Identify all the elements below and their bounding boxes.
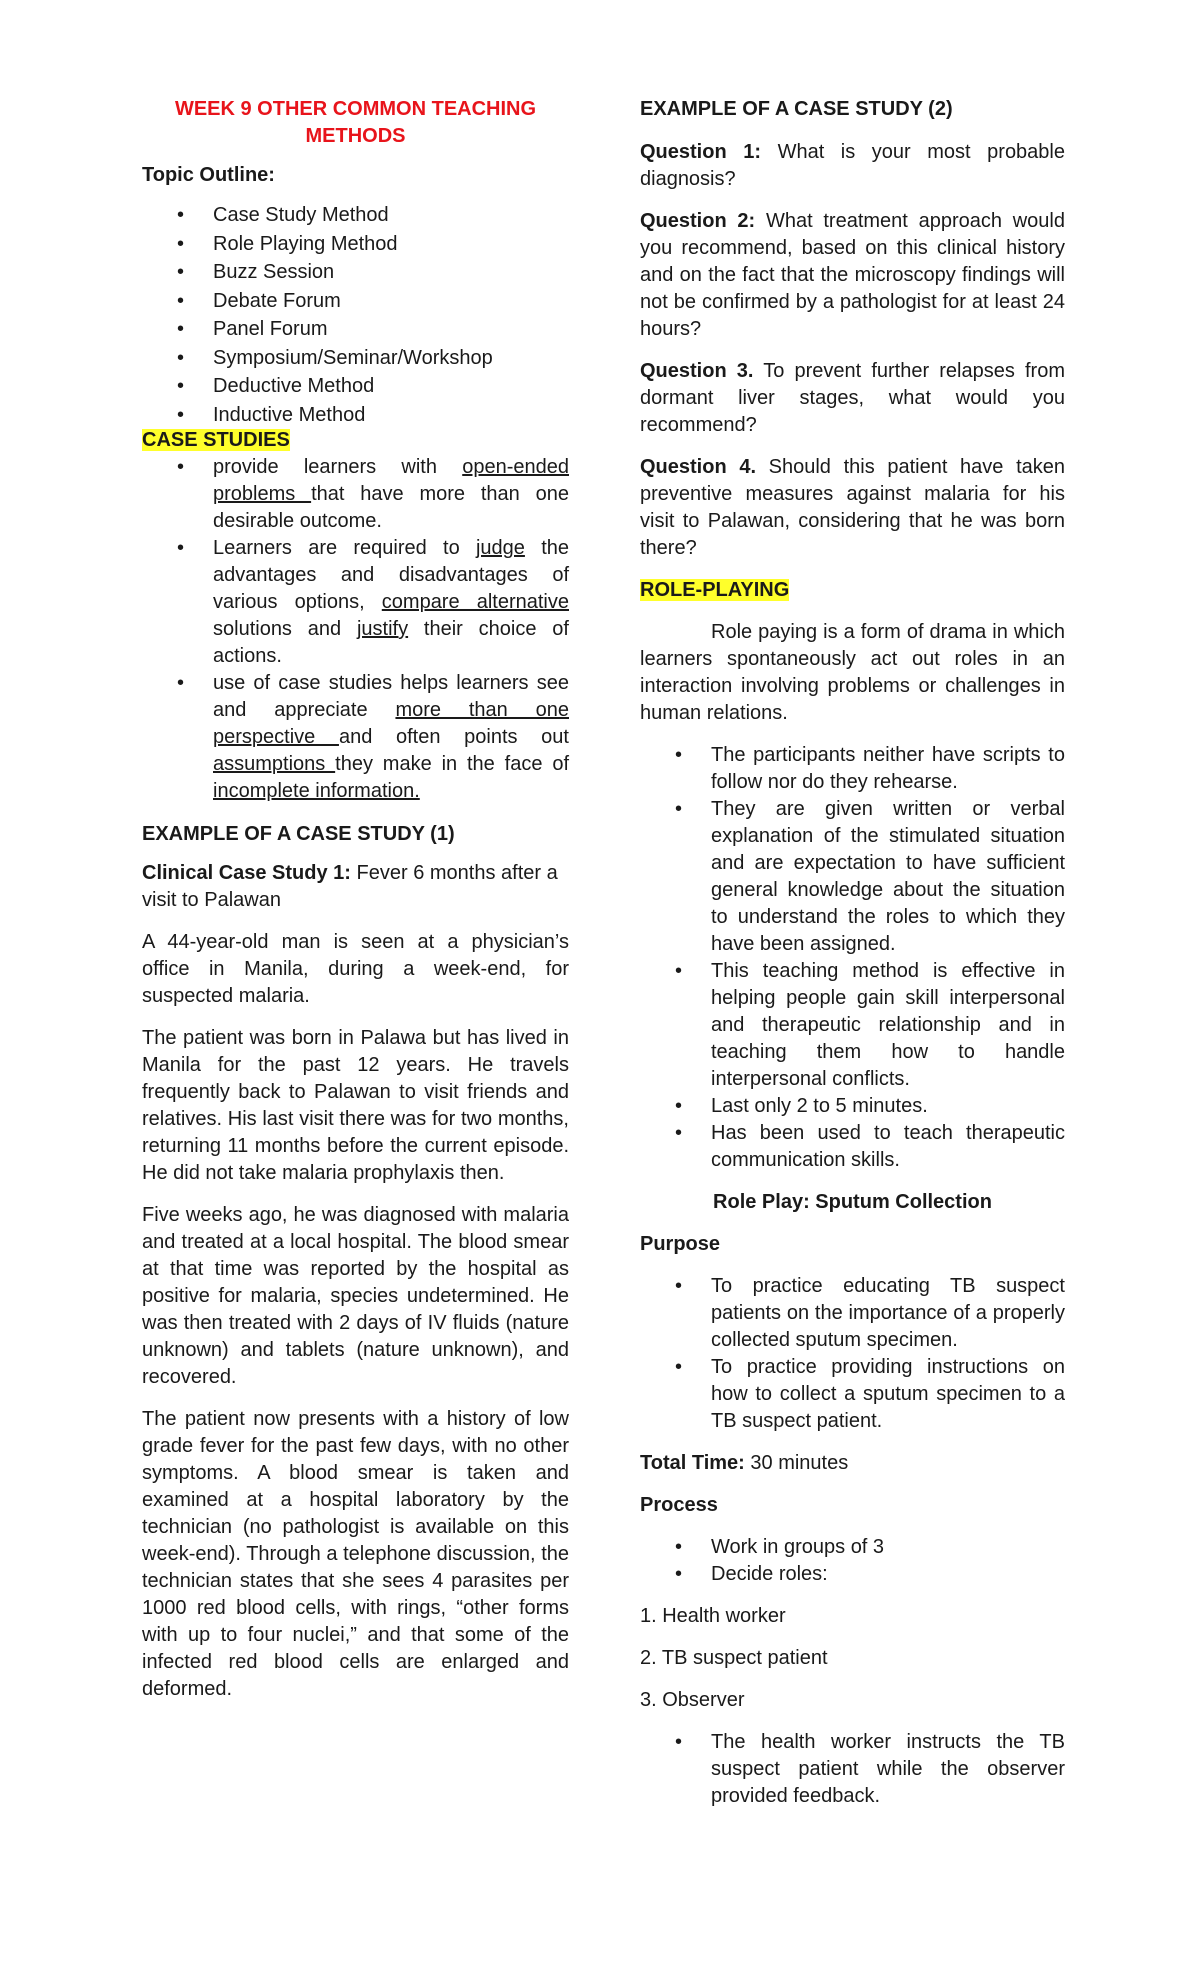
topic-item: • Debate Forum bbox=[142, 287, 569, 316]
question-label: Question 2: bbox=[640, 210, 756, 232]
question-text: Should this patient have taken preventive measures against malaria for his visit to Palawan, considering that he was born there? bbox=[640, 456, 1065, 559]
question-3 bbox=[640, 358, 1065, 439]
case-paragraph-2: The patient was born in Palawa but has lived in Manila for the past 12 years. He travels frequently back to Palawan to visit friends and relatives. His last visit there was for two months, returning 11 months before the current episode. He did not take malaria prophylaxis then. bbox=[142, 1027, 569, 1184]
role-play-title: Role Play: Sputum Collection bbox=[713, 1191, 992, 1213]
role-playing-heading: ROLE-PLAYING bbox=[640, 579, 790, 601]
clinical-case-label: Clinical Case Study 1: bbox=[142, 862, 351, 884]
text-span: and often points out bbox=[338, 726, 569, 748]
underlined-term: open-ended problems bbox=[213, 456, 569, 505]
question-1 bbox=[640, 139, 1065, 193]
process-heading: Process bbox=[640, 1494, 718, 1516]
text-span: Learners are required to bbox=[213, 537, 476, 559]
question-label: Question 4. bbox=[640, 456, 756, 478]
title-line-2: METHODS bbox=[305, 125, 406, 147]
underlined-term: justify bbox=[356, 618, 409, 640]
topic-item: • Symposium/Seminar/Workshop bbox=[142, 344, 569, 373]
question-text: To prevent further relapses from dormant liver stages, what would you recommend? bbox=[640, 360, 1066, 436]
example-1-heading: EXAMPLE OF A CASE STUDY (1) bbox=[142, 823, 455, 845]
right-column bbox=[640, 96, 1065, 1810]
underlined-term: incomplete information. bbox=[213, 780, 420, 802]
clinical-case-title bbox=[142, 860, 569, 914]
topic-item: • Buzz Session bbox=[142, 258, 569, 287]
topic-outline-list bbox=[142, 201, 569, 429]
total-time-label: Total Time: bbox=[640, 1452, 745, 1474]
process-list bbox=[640, 1534, 1065, 1588]
topic-item: • Deductive Method bbox=[142, 372, 569, 401]
question-2 bbox=[640, 208, 1065, 343]
case-paragraph-1: A 44-year-old man is seen at a physician’s office in Manila, during a week-end, for suspected malaria. bbox=[142, 931, 569, 1007]
role-playing-point: • They are given written or verbal explanation of the stimulated situation and are expectation to have sufficient general knowledge about the situation to understand the roles to which they have been assigned. bbox=[640, 796, 1065, 958]
role-playing-list bbox=[640, 742, 1065, 1174]
case-studies-heading: CASE STUDIES bbox=[142, 429, 290, 451]
text-span: provide learners with bbox=[213, 456, 463, 478]
topic-item: • Case Study Method bbox=[142, 201, 569, 230]
purpose-point: • To practice educating TB suspect patients on the importance of a properly collected sputum specimen. bbox=[640, 1273, 1065, 1354]
topic-item: • Panel Forum bbox=[142, 315, 569, 344]
topic-item: • Inductive Method bbox=[142, 401, 569, 430]
role-playing-intro: Role paying is a form of drama in which learners spontaneously act out roles in an interaction involving problems or challenges in human relations. bbox=[640, 621, 1065, 724]
text-span: the advantages and disadvantages of various options, bbox=[213, 537, 569, 613]
topic-item: • Role Playing Method bbox=[142, 230, 569, 259]
role-playing-point: • This teaching method is effective in helping people gain skill interpersonal and therapeutic relationship and in teaching them how to handle interpersonal conflicts. bbox=[640, 958, 1065, 1093]
clinical-case-text: Fever 6 months after a visit to Palawan bbox=[142, 862, 558, 911]
total-time bbox=[640, 1450, 1065, 1477]
process-point: • Work in groups of 3 bbox=[640, 1534, 1065, 1561]
underlined-term: judge bbox=[475, 537, 525, 559]
title-line-1: WEEK 9 OTHER COMMON TEACHING bbox=[174, 98, 537, 120]
question-label: Question 1: bbox=[640, 141, 762, 163]
question-text: What is your most probable diagnosis? bbox=[640, 141, 1065, 190]
purpose-heading: Purpose bbox=[640, 1233, 721, 1255]
case-study-point bbox=[142, 670, 569, 805]
underlined-term: more than one perspective bbox=[213, 699, 569, 748]
case-study-point bbox=[142, 535, 569, 670]
underlined-term: assumptions bbox=[213, 753, 336, 775]
process-point: • Decide roles: bbox=[640, 1561, 1065, 1588]
text-span: solutions and bbox=[213, 618, 357, 640]
case-paragraph-3: Five weeks ago, he was diagnosed with malaria and treated at a local hospital. The blood smear at that time was reported by the hospital as positive for malaria, species undetermined. He was then treated with 2 days of IV fluids (nature unknown) and tablets (nature unknown), and recovered. bbox=[142, 1204, 569, 1388]
text-span: they make in the face of bbox=[335, 753, 569, 775]
question-text: What treatment approach would you recommend, based on this clinical history and on the fact that the microscopy findings will not be confirmed by a pathologist for at least 24 hours? bbox=[640, 210, 1065, 340]
role-tb-suspect-patient: 2. TB suspect patient bbox=[640, 1647, 828, 1669]
case-paragraph-4: The patient now presents with a history of low grade fever for the past few days, with no other symptoms. A blood smear is taken and examined at a hospital laboratory by the technician (no pathologist is available on this week-end). Through a telephone discussion, the technician states that she sees 4 parasites per 1000 red blood cells, with rings, “other forms with up to four nuclei,” and that some of the infected red blood cells are enlarged and deformed. bbox=[142, 1408, 569, 1700]
final-list bbox=[640, 1729, 1065, 1810]
left-column bbox=[142, 96, 569, 1718]
text-span: use of case studies helps learners see and appreciate bbox=[213, 672, 569, 721]
page-title bbox=[142, 96, 569, 150]
total-time-value: 30 minutes bbox=[744, 1452, 849, 1474]
topic-outline-heading: Topic Outline: bbox=[142, 164, 275, 186]
case-study-point bbox=[142, 454, 569, 535]
final-point: • The health worker instructs the TB suspect patient while the observer provided feedback. bbox=[640, 1729, 1065, 1810]
purpose-list bbox=[640, 1273, 1065, 1435]
role-playing-point: • The participants neither have scripts to follow nor do they rehearse. bbox=[640, 742, 1065, 796]
role-playing-point: • Has been used to teach therapeutic communication skills. bbox=[640, 1120, 1065, 1174]
role-observer: 3. Observer bbox=[640, 1689, 745, 1711]
case-studies-list bbox=[142, 454, 569, 805]
role-playing-point: • Last only 2 to 5 minutes. bbox=[640, 1093, 1065, 1120]
question-4 bbox=[640, 454, 1065, 562]
purpose-point: • To practice providing instructions on how to collect a sputum specimen to a TB suspect patient. bbox=[640, 1354, 1065, 1435]
underlined-term: compare alternative bbox=[381, 591, 569, 613]
question-label: Question 3. bbox=[640, 360, 754, 382]
text-span: that have more than one desirable outcome. bbox=[213, 483, 569, 532]
example-2-heading: EXAMPLE OF A CASE STUDY (2) bbox=[640, 98, 953, 120]
role-playing-heading-wrap bbox=[640, 577, 1065, 604]
role-health-worker: 1. Health worker bbox=[640, 1605, 786, 1627]
text-span: their choice of actions. bbox=[213, 618, 569, 667]
